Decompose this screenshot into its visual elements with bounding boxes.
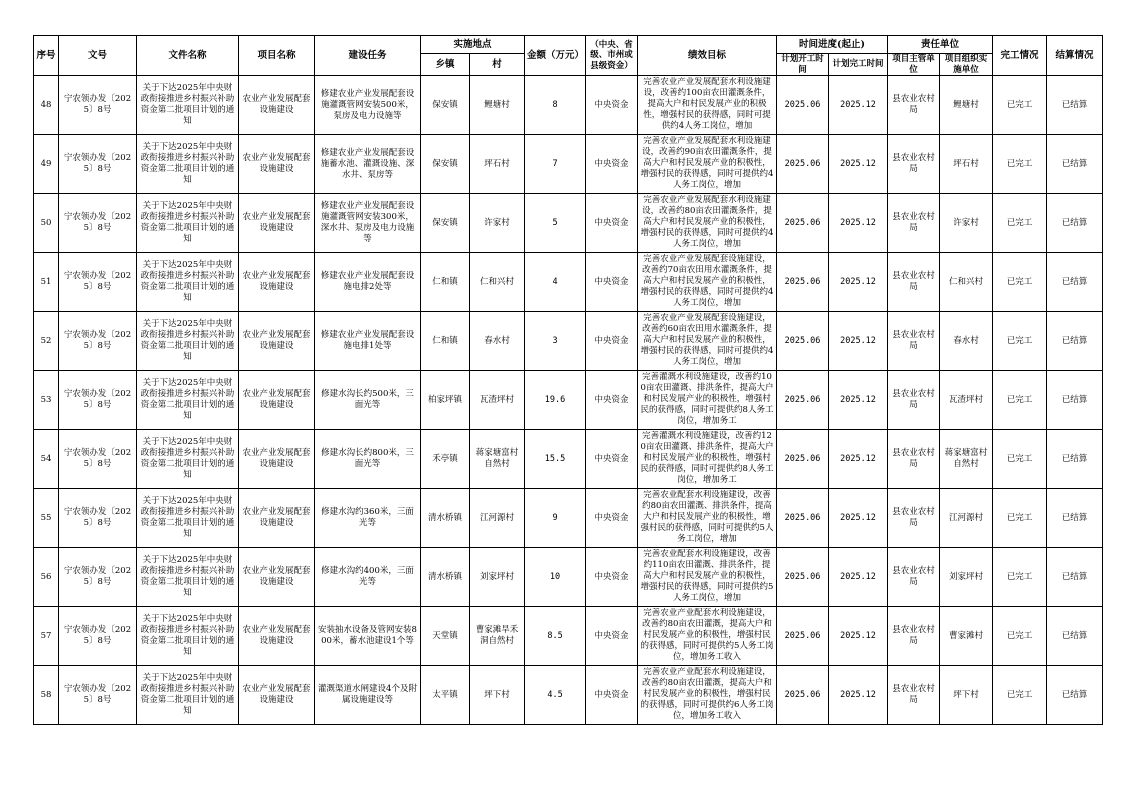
cell-fund: 中央资金 bbox=[586, 135, 638, 194]
cell-township: 太平镇 bbox=[421, 666, 470, 725]
cell-start: 2025.06 bbox=[777, 430, 829, 489]
header-amount: 金额（万元） bbox=[525, 36, 586, 76]
cell-village: 蒋家塘富村自然村 bbox=[470, 430, 525, 489]
cell-village: 坪石村 bbox=[470, 135, 525, 194]
cell-village: 鲤塘村 bbox=[470, 76, 525, 135]
cell-file-name: 关于下达2025年中央财政衔接推进乡村振兴补助资金第二批项目计划的通知 bbox=[137, 430, 239, 489]
cell-dept: 县农业农村局 bbox=[888, 430, 940, 489]
cell-project: 农业产业发展配套设施建设 bbox=[239, 666, 315, 725]
cell-project: 农业产业发展配套设施建设 bbox=[239, 312, 315, 371]
table-row bbox=[34, 548, 1103, 607]
cell-township: 柏家坪镇 bbox=[421, 371, 470, 430]
cell-task: 修建水沟约360米，三面光等 bbox=[315, 489, 421, 548]
cell-village: 曹家滩旱禾洞自然村 bbox=[470, 607, 525, 666]
header-dept: 项目主管单位 bbox=[888, 54, 940, 76]
cell-village: 刘家坪村 bbox=[470, 548, 525, 607]
goal-text: 完善农业产业配套水利设施建设，改善约80亩农田灌溉，提高大户和村民发展产业的积极性，增强村民的获得感，同时可提供约6人务工岗位，增加务工收入 bbox=[640, 666, 774, 721]
cell-township: 仁和镇 bbox=[421, 253, 470, 312]
cell-seq: 55 bbox=[34, 489, 59, 548]
goal-text: 完善农业产业发展配套水利设施建设，改善约80亩农田灌溉条件，提高大户和村民发展产业的积极性，增强村民的获得感，同时可提供约4人务工岗位，增加 bbox=[640, 194, 774, 249]
cell-completion: 已完工 bbox=[993, 135, 1047, 194]
cell-dept: 县农业农村局 bbox=[888, 489, 940, 548]
cell-completion: 已完工 bbox=[993, 430, 1047, 489]
cell-dept: 县农业农村局 bbox=[888, 548, 940, 607]
cell-goal bbox=[638, 76, 777, 135]
cell-end: 2025.12 bbox=[829, 430, 888, 489]
goal-text: 完善农业产业发展配套设施建设，改善约60亩农田用水灌溉条件，提高大户和村民发展产业的积极性，增强村民的获得感，同时可提供约4人务工岗位，增加 bbox=[640, 312, 774, 367]
cell-start: 2025.06 bbox=[777, 76, 829, 135]
cell-start: 2025.06 bbox=[777, 371, 829, 430]
cell-completion: 已完工 bbox=[993, 607, 1047, 666]
header-completion: 完工情况 bbox=[993, 36, 1047, 76]
cell-doc-no: 宁农领办发〔2025〕8号 bbox=[59, 430, 137, 489]
cell-start: 2025.06 bbox=[777, 548, 829, 607]
goal-text: 完善灌溉水利设施建设，改善约120亩农田灌溉、排洪条件，提高大户和村民发展产业的积极性，增强村民的获得感，同时可提供约8人务工岗位，增加务工 bbox=[640, 430, 774, 485]
cell-amount: 4.5 bbox=[525, 666, 586, 725]
cell-completion: 已完工 bbox=[993, 371, 1047, 430]
cell-dept: 县农业农村局 bbox=[888, 135, 940, 194]
cell-goal bbox=[638, 430, 777, 489]
cell-settlement: 已结算 bbox=[1047, 666, 1103, 725]
cell-fund: 中央资金 bbox=[586, 371, 638, 430]
cell-dept: 县农业农村局 bbox=[888, 607, 940, 666]
cell-settlement: 已结算 bbox=[1047, 76, 1103, 135]
cell-settlement: 已结算 bbox=[1047, 371, 1103, 430]
cell-village: 许家村 bbox=[470, 194, 525, 253]
cell-dept: 县农业农村局 bbox=[888, 312, 940, 371]
cell-seq: 49 bbox=[34, 135, 59, 194]
cell-goal bbox=[638, 253, 777, 312]
cell-task: 修建农业产业发展配套设施蓄水池、灌溉设施、深水井、泵房等 bbox=[315, 135, 421, 194]
cell-village: 江河源村 bbox=[470, 489, 525, 548]
cell-file-name: 关于下达2025年中央财政衔接推进乡村振兴补助资金第二批项目计划的通知 bbox=[137, 489, 239, 548]
cell-township: 禾亭镇 bbox=[421, 430, 470, 489]
cell-seq: 56 bbox=[34, 548, 59, 607]
goal-text: 完善灌溉水利设施建设，改善约100亩农田灌溉、排洪条件，提高大户和村民发展产业的积极性，增强村民的获得感，同时可提供约8人务工岗位，增加务工 bbox=[640, 371, 774, 426]
cell-seq: 58 bbox=[34, 666, 59, 725]
cell-doc-no: 宁农领办发〔2025〕8号 bbox=[59, 371, 137, 430]
cell-amount: 9 bbox=[525, 489, 586, 548]
cell-completion: 已完工 bbox=[993, 489, 1047, 548]
cell-impl: 仁和兴村 bbox=[940, 253, 993, 312]
cell-completion: 已完工 bbox=[993, 253, 1047, 312]
cell-fund: 中央资金 bbox=[586, 489, 638, 548]
cell-start: 2025.06 bbox=[777, 135, 829, 194]
cell-completion: 已完工 bbox=[993, 312, 1047, 371]
goal-text: 完善农业配套水利设施建设，改善约80亩农田灌溉、排洪条件，提高大户和村民发展产业的积极性，增强村民的获得感，同时可提供约5人务工岗位，增加 bbox=[640, 489, 774, 544]
header-location: 实施地点 bbox=[421, 36, 525, 54]
cell-impl: 坪下村 bbox=[940, 666, 993, 725]
cell-seq: 52 bbox=[34, 312, 59, 371]
table-row bbox=[34, 253, 1103, 312]
header-village: 村 bbox=[470, 54, 525, 76]
table-row bbox=[34, 430, 1103, 489]
cell-task: 修建农业产业发展配套设施电排2处等 bbox=[315, 253, 421, 312]
project-table bbox=[33, 35, 1103, 725]
cell-doc-no: 宁农领办发〔2025〕8号 bbox=[59, 135, 137, 194]
cell-impl: 鲤塘村 bbox=[940, 76, 993, 135]
cell-start: 2025.06 bbox=[777, 312, 829, 371]
cell-impl: 刘家坪村 bbox=[940, 548, 993, 607]
cell-start: 2025.06 bbox=[777, 666, 829, 725]
cell-completion: 已完工 bbox=[993, 666, 1047, 725]
cell-amount: 4 bbox=[525, 253, 586, 312]
cell-start: 2025.06 bbox=[777, 489, 829, 548]
cell-amount: 10 bbox=[525, 548, 586, 607]
cell-project: 农业产业发展配套设施建设 bbox=[239, 194, 315, 253]
cell-goal bbox=[638, 312, 777, 371]
cell-township: 保安镇 bbox=[421, 76, 470, 135]
cell-end: 2025.12 bbox=[829, 371, 888, 430]
cell-doc-no: 宁农领办发〔2025〕8号 bbox=[59, 194, 137, 253]
cell-fund: 中央资金 bbox=[586, 194, 638, 253]
cell-end: 2025.12 bbox=[829, 76, 888, 135]
header-impl: 项目组织实施单位 bbox=[940, 54, 993, 76]
cell-project: 农业产业发展配套设施建设 bbox=[239, 76, 315, 135]
cell-village: 瓦渣坪村 bbox=[470, 371, 525, 430]
header-file-name: 文件名称 bbox=[137, 36, 239, 76]
cell-doc-no: 宁农领办发〔2025〕8号 bbox=[59, 253, 137, 312]
header-task: 建设任务 bbox=[315, 36, 421, 76]
header-fund-level: （中央、省级、市州或县级资金） bbox=[586, 36, 638, 76]
cell-task: 修建农业产业发展配套设施灌溉管网安装300米，深水井、泵房及电力设施等 bbox=[315, 194, 421, 253]
cell-amount: 5 bbox=[525, 194, 586, 253]
table-row bbox=[34, 135, 1103, 194]
cell-settlement: 已结算 bbox=[1047, 548, 1103, 607]
cell-end: 2025.12 bbox=[829, 666, 888, 725]
cell-fund: 中央资金 bbox=[586, 548, 638, 607]
header-seq: 序号 bbox=[34, 36, 59, 76]
header-goal: 绩效目标 bbox=[638, 36, 777, 76]
cell-doc-no: 宁农领办发〔2025〕8号 bbox=[59, 76, 137, 135]
cell-seq: 51 bbox=[34, 253, 59, 312]
table-row bbox=[34, 312, 1103, 371]
cell-doc-no: 宁农领办发〔2025〕8号 bbox=[59, 312, 137, 371]
cell-completion: 已完工 bbox=[993, 194, 1047, 253]
cell-project: 农业产业发展配套设施建设 bbox=[239, 430, 315, 489]
cell-doc-no: 宁农领办发〔2025〕8号 bbox=[59, 548, 137, 607]
cell-fund: 中央资金 bbox=[586, 430, 638, 489]
cell-impl: 春水村 bbox=[940, 312, 993, 371]
cell-end: 2025.12 bbox=[829, 194, 888, 253]
cell-amount: 15.5 bbox=[525, 430, 586, 489]
table-row bbox=[34, 489, 1103, 548]
cell-task: 灌溉渠道水闸建设4个及附属设施建设等 bbox=[315, 666, 421, 725]
cell-project: 农业产业发展配套设施建设 bbox=[239, 135, 315, 194]
goal-text: 完善农业产业发展配套设施建设，改善约70亩农田用水灌溉条件，提高大户和村民发展产业的积极性，增强村民的获得感，同时可提供约4人务工岗位，增加 bbox=[640, 253, 774, 308]
cell-file-name: 关于下达2025年中央财政衔接推进乡村振兴补助资金第二批项目计划的通知 bbox=[137, 548, 239, 607]
cell-settlement: 已结算 bbox=[1047, 312, 1103, 371]
cell-seq: 54 bbox=[34, 430, 59, 489]
cell-fund: 中央资金 bbox=[586, 607, 638, 666]
cell-seq: 53 bbox=[34, 371, 59, 430]
cell-file-name: 关于下达2025年中央财政衔接推进乡村振兴补助资金第二批项目计划的通知 bbox=[137, 312, 239, 371]
cell-file-name: 关于下达2025年中央财政衔接推进乡村振兴补助资金第二批项目计划的通知 bbox=[137, 194, 239, 253]
cell-dept: 县农业农村局 bbox=[888, 666, 940, 725]
cell-end: 2025.12 bbox=[829, 607, 888, 666]
cell-impl: 坪石村 bbox=[940, 135, 993, 194]
cell-goal bbox=[638, 135, 777, 194]
table-row bbox=[34, 371, 1103, 430]
cell-township: 保安镇 bbox=[421, 135, 470, 194]
cell-settlement: 已结算 bbox=[1047, 430, 1103, 489]
cell-amount: 19.6 bbox=[525, 371, 586, 430]
cell-goal bbox=[638, 548, 777, 607]
cell-dept: 县农业农村局 bbox=[888, 371, 940, 430]
cell-file-name: 关于下达2025年中央财政衔接推进乡村振兴补助资金第二批项目计划的通知 bbox=[137, 76, 239, 135]
cell-project: 农业产业发展配套设施建设 bbox=[239, 371, 315, 430]
cell-village: 仁和兴村 bbox=[470, 253, 525, 312]
cell-seq: 48 bbox=[34, 76, 59, 135]
cell-amount: 3 bbox=[525, 312, 586, 371]
cell-task: 安装抽水设备及管网安装800米，蓄水池建设1个等 bbox=[315, 607, 421, 666]
cell-township: 清水桥镇 bbox=[421, 489, 470, 548]
cell-settlement: 已结算 bbox=[1047, 607, 1103, 666]
cell-end: 2025.12 bbox=[829, 253, 888, 312]
cell-fund: 中央资金 bbox=[586, 253, 638, 312]
cell-township: 仁和镇 bbox=[421, 312, 470, 371]
cell-completion: 已完工 bbox=[993, 548, 1047, 607]
goal-text: 完善农业配套水利设施建设，改善约110亩农田灌溉、排洪条件，提高大户和村民发展产业的积极性，增强村民的获得感，同时可提供约5人务工岗位，增加 bbox=[640, 548, 774, 603]
cell-project: 农业产业发展配套设施建设 bbox=[239, 607, 315, 666]
cell-doc-no: 宁农领办发〔2025〕8号 bbox=[59, 666, 137, 725]
cell-end: 2025.12 bbox=[829, 548, 888, 607]
cell-fund: 中央资金 bbox=[586, 76, 638, 135]
table-row bbox=[34, 607, 1103, 666]
cell-file-name: 关于下达2025年中央财政衔接推进乡村振兴补助资金第二批项目计划的通知 bbox=[137, 607, 239, 666]
cell-goal bbox=[638, 194, 777, 253]
cell-doc-no: 宁农领办发〔2025〕8号 bbox=[59, 489, 137, 548]
cell-project: 农业产业发展配套设施建设 bbox=[239, 548, 315, 607]
table-row bbox=[34, 194, 1103, 253]
cell-impl: 瓦渣坪村 bbox=[940, 371, 993, 430]
table-row bbox=[34, 76, 1103, 135]
cell-dept: 县农业农村局 bbox=[888, 76, 940, 135]
cell-project: 农业产业发展配套设施建设 bbox=[239, 489, 315, 548]
cell-village: 坪下村 bbox=[470, 666, 525, 725]
header-project-name: 项目名称 bbox=[239, 36, 315, 76]
cell-settlement: 已结算 bbox=[1047, 253, 1103, 312]
header-start: 计划开工时间 bbox=[777, 54, 829, 76]
cell-task: 修建水沟长约500米，三面光等 bbox=[315, 371, 421, 430]
cell-end: 2025.12 bbox=[829, 135, 888, 194]
cell-goal bbox=[638, 371, 777, 430]
cell-file-name: 关于下达2025年中央财政衔接推进乡村振兴补助资金第二批项目计划的通知 bbox=[137, 135, 239, 194]
cell-file-name: 关于下达2025年中央财政衔接推进乡村振兴补助资金第二批项目计划的通知 bbox=[137, 253, 239, 312]
cell-seq: 50 bbox=[34, 194, 59, 253]
table-row bbox=[34, 666, 1103, 725]
cell-dept: 县农业农村局 bbox=[888, 194, 940, 253]
cell-township: 保安镇 bbox=[421, 194, 470, 253]
cell-goal bbox=[638, 607, 777, 666]
cell-seq: 57 bbox=[34, 607, 59, 666]
cell-file-name: 关于下达2025年中央财政衔接推进乡村振兴补助资金第二批项目计划的通知 bbox=[137, 666, 239, 725]
cell-goal bbox=[638, 489, 777, 548]
cell-completion: 已完工 bbox=[993, 76, 1047, 135]
header-schedule: 时间进度(起止) bbox=[777, 36, 888, 54]
header-doc-no: 文号 bbox=[59, 36, 137, 76]
cell-dept: 县农业农村局 bbox=[888, 253, 940, 312]
cell-impl: 许家村 bbox=[940, 194, 993, 253]
cell-township: 天堂镇 bbox=[421, 607, 470, 666]
cell-start: 2025.06 bbox=[777, 194, 829, 253]
goal-text: 完善农业产业发展配套水利设施建设，改善约90亩农田灌溉条件，提高大户和村民发展产业的积极性，增强村民的获得感，同时可提供约4人务工岗位，增加 bbox=[640, 135, 774, 190]
goal-text: 完善农业产业配套水利设施建设，改善约80亩农田灌溉，提高大户和村民发展产业的积极性，增强村民的获得感，同时可提供约5人务工岗位，增加务工收入 bbox=[640, 607, 774, 662]
cell-impl: 江河源村 bbox=[940, 489, 993, 548]
header-end: 计划完工时间 bbox=[829, 54, 888, 76]
cell-village: 春水村 bbox=[470, 312, 525, 371]
cell-task: 修建农业产业发展配套设施电排1处等 bbox=[315, 312, 421, 371]
cell-task: 修建水沟约400米，三面光等 bbox=[315, 548, 421, 607]
cell-doc-no: 宁农领办发〔2025〕8号 bbox=[59, 607, 137, 666]
cell-task: 修建水沟长约800米，三面光等 bbox=[315, 430, 421, 489]
cell-project: 农业产业发展配套设施建设 bbox=[239, 253, 315, 312]
cell-task: 修建农业产业发展配套设施灌溉管网安装500米，泵房及电力设施等 bbox=[315, 76, 421, 135]
header-township: 乡镇 bbox=[421, 54, 470, 76]
cell-amount: 8 bbox=[525, 76, 586, 135]
goal-text: 完善农业产业发展配套水利设施建设，改善约100亩农田灌溉条件，提高大户和村民发展产业的积极性，增强村民的获得感，同时可提供约4人务工岗位，增加 bbox=[643, 76, 771, 131]
cell-file-name: 关于下达2025年中央财政衔接推进乡村振兴补助资金第二批项目计划的通知 bbox=[137, 371, 239, 430]
cell-amount: 8.5 bbox=[525, 607, 586, 666]
cell-start: 2025.06 bbox=[777, 607, 829, 666]
cell-end: 2025.12 bbox=[829, 312, 888, 371]
cell-settlement: 已结算 bbox=[1047, 135, 1103, 194]
header-responsible: 责任单位 bbox=[888, 36, 993, 54]
cell-fund: 中央资金 bbox=[586, 312, 638, 371]
cell-settlement: 已结算 bbox=[1047, 489, 1103, 548]
cell-end: 2025.12 bbox=[829, 489, 888, 548]
cell-impl: 蒋家塘富村自然村 bbox=[940, 430, 993, 489]
cell-amount: 7 bbox=[525, 135, 586, 194]
cell-settlement: 已结算 bbox=[1047, 194, 1103, 253]
cell-goal bbox=[638, 666, 777, 725]
cell-fund: 中央资金 bbox=[586, 666, 638, 725]
cell-start: 2025.06 bbox=[777, 253, 829, 312]
cell-impl: 曹家滩村 bbox=[940, 607, 993, 666]
cell-township: 清水桥镇 bbox=[421, 548, 470, 607]
header-settlement: 结算情况 bbox=[1047, 36, 1103, 76]
